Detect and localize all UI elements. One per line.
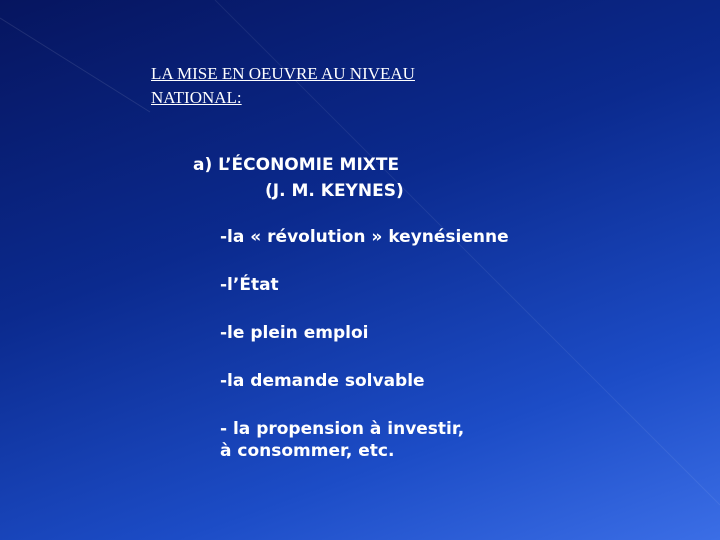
- bullet-item: [220, 274, 509, 296]
- bullet-text: -la « révolution » keynésienne: [220, 227, 509, 247]
- bullet-text: -la demande solvable: [220, 371, 425, 391]
- bullet-item: [220, 322, 509, 344]
- bullet-item: [220, 226, 509, 248]
- slide-heading-line2: NATIONAL:: [151, 88, 242, 107]
- bullet-list: [220, 226, 509, 488]
- slide-heading: [151, 62, 531, 110]
- bullet-text: - la propension à investir,: [220, 419, 465, 439]
- bullet-text-continued: à consommer, etc.: [220, 441, 395, 461]
- section-title: [193, 152, 404, 204]
- section-title-line2: (J. M. KEYNES): [265, 181, 404, 201]
- bullet-text: -le plein emploi: [220, 323, 369, 343]
- bullet-item: [220, 370, 509, 392]
- bullet-item: [220, 418, 509, 462]
- bullet-text: -l’État: [220, 275, 279, 295]
- section-title-line1: a) L’ÉCONOMIE MIXTE: [193, 155, 400, 175]
- slide-heading-line1: LA MISE EN OEUVRE AU NIVEAU: [151, 64, 415, 83]
